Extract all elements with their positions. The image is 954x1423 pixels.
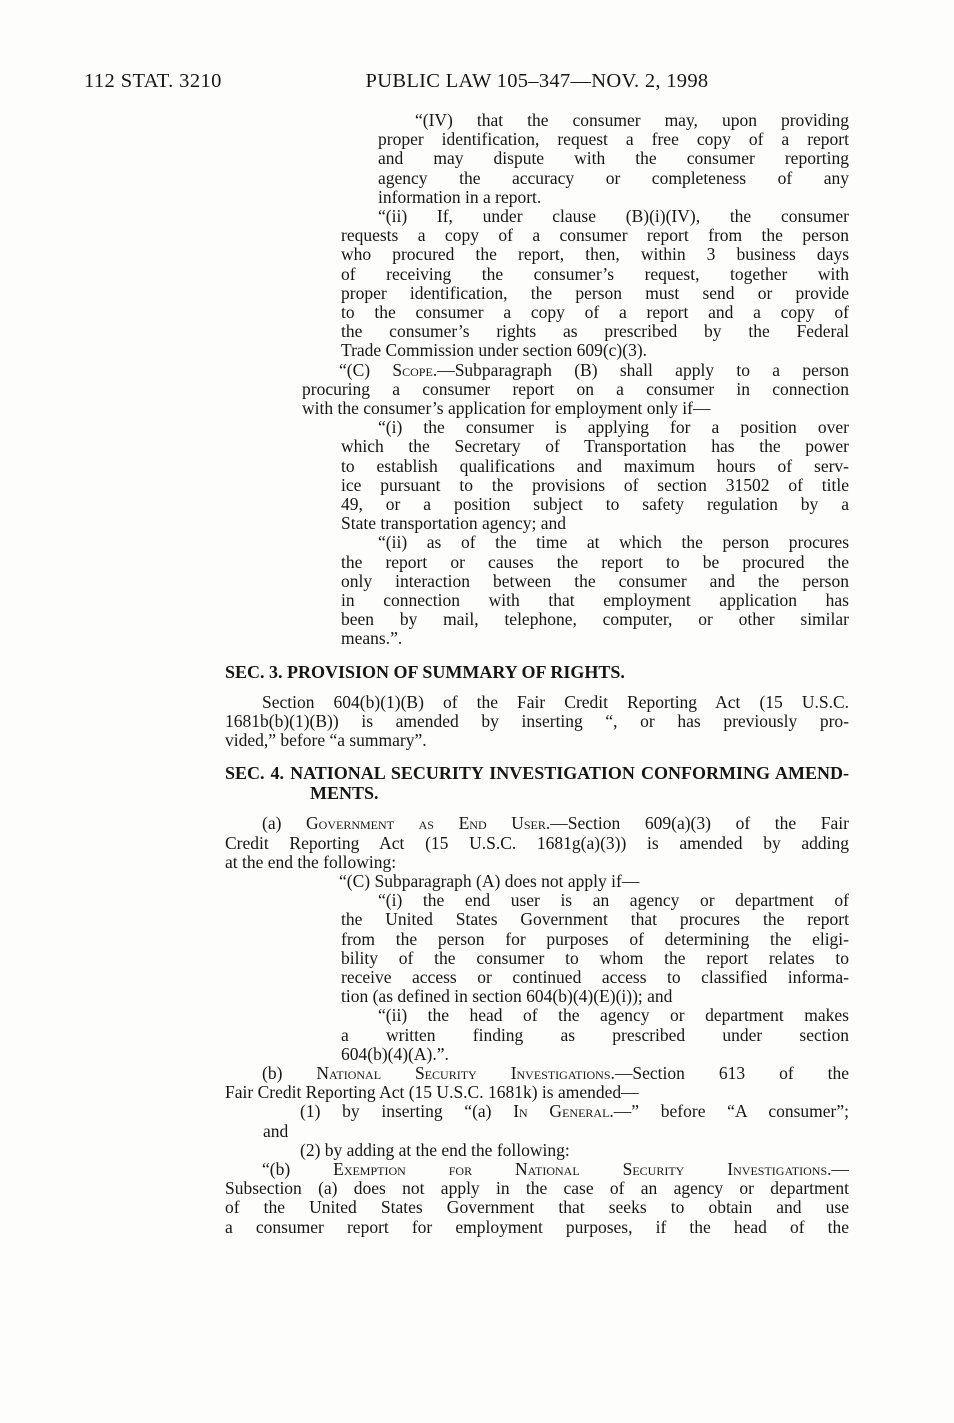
clause-ii-2-paragraph bbox=[341, 533, 849, 648]
text-line: at the end the following: bbox=[225, 851, 397, 872]
small-caps-text: In General. bbox=[513, 1101, 614, 1122]
text-line: of receiving the consumer’s request, together with bbox=[341, 263, 849, 284]
text-line: requests a copy of a consumer report from the person bbox=[341, 225, 849, 246]
small-caps-text: Government as End User. bbox=[306, 813, 551, 834]
text-line: and may dispute with the consumer reporting bbox=[378, 148, 849, 169]
section-3-heading bbox=[225, 662, 849, 682]
clause-ii-3-paragraph bbox=[341, 1006, 849, 1064]
clause-i-paragraph bbox=[341, 418, 849, 533]
text-line: proper identification, the person must send or provide bbox=[341, 282, 849, 303]
document-body bbox=[225, 111, 849, 1237]
subsection-b-paragraph bbox=[225, 1064, 849, 1102]
text-line: bility of the consumer to whom the report relates to bbox=[341, 947, 849, 968]
text-line: “(C) Subparagraph (A) does not apply if— bbox=[339, 870, 640, 891]
section-4-heading bbox=[225, 763, 849, 803]
text-line: “(i) the end user is an agency or department of bbox=[378, 890, 849, 911]
text-line: ice pursuant to the provisions of section 31502 of title bbox=[341, 474, 849, 495]
text-line: “(i) the consumer is applying for a position over bbox=[378, 417, 849, 438]
running-head-law-title: PUBLIC LAW 105–347—NOV. 2, 1998 bbox=[365, 70, 709, 92]
text-line: 49, or a position subject to safety regulation by a bbox=[341, 494, 849, 515]
text-line: SEC. 4. NATIONAL SECURITY INVESTIGATION CONFORMING AMEND- bbox=[225, 763, 849, 784]
text-line: only interaction between the consumer and the person bbox=[341, 570, 849, 591]
text-line: procuring a consumer report on a consumer in connection bbox=[302, 378, 849, 399]
text-line: means.”. bbox=[341, 628, 403, 649]
text-line: “(IV) that the consumer may, upon providing bbox=[415, 110, 849, 130]
text-line: the consumer’s rights as prescribed by the Federal bbox=[341, 321, 849, 342]
text-line: and bbox=[263, 1120, 289, 1141]
text-line: agency the accuracy or completeness of any bbox=[378, 167, 849, 188]
small-caps-text: Scope. bbox=[392, 359, 438, 380]
text-line: Credit Reporting Act (15 U.S.C. 1681g(a)(3)) is amended by adding bbox=[225, 832, 849, 853]
page-number: 112 STAT. 3210 bbox=[84, 70, 222, 92]
text-line: Fair Credit Reporting Act (15 U.S.C. 1681k) is amended— bbox=[225, 1082, 639, 1103]
clause-i-2-paragraph bbox=[341, 891, 849, 1006]
text-line: Section 604(b)(1)(B) of the Fair Credit Reporting Act (15 U.S.C. bbox=[262, 691, 849, 712]
text-line: MENTS. bbox=[310, 783, 379, 804]
text-line: which the Secretary of Transportation has the power bbox=[341, 436, 849, 457]
text-line: tion (as defined in section 604(b)(4)(E)(i)); and bbox=[341, 986, 673, 1007]
small-caps-text: Exemption for National Security Investigations. bbox=[333, 1158, 832, 1179]
text-line: (b) National Security Investigations.—Section 613 of the bbox=[262, 1062, 850, 1083]
text-line: (1) by inserting “(a) In General.—” before “A consumer”; bbox=[300, 1101, 849, 1122]
amendment-1-paragraph bbox=[263, 1102, 849, 1140]
text-line: “(C) Scope.—Subparagraph (B) shall apply to a person bbox=[339, 359, 849, 380]
text-line: the United States Government that procures the report bbox=[341, 909, 849, 930]
text-line: (a) Government as End User.—Section 609(a)(3) of the Fair bbox=[262, 813, 849, 834]
text-line: “(b) Exemption for National Security Investigations.— bbox=[262, 1158, 849, 1179]
text-line: from the person for purposes of determining the eligi- bbox=[341, 928, 849, 949]
text-line: to the consumer a copy of a report and a copy of bbox=[341, 302, 849, 323]
text-line: the report or causes the report to be procured the bbox=[341, 551, 849, 572]
text-line: Trade Commission under section 609(c)(3). bbox=[341, 340, 648, 361]
text-line: “(ii) If, under clause (B)(i)(IV), the consumer bbox=[378, 206, 849, 227]
text-line: who procured the report, then, within 3 business days bbox=[341, 244, 849, 265]
small-caps-text: National Security Investigations. bbox=[316, 1062, 615, 1083]
subparagraph-C-scope bbox=[302, 361, 849, 419]
subsection-b-exemption-paragraph bbox=[225, 1160, 849, 1237]
text-line: receive access or continued access to classified informa- bbox=[341, 966, 849, 987]
clause-ii-paragraph bbox=[341, 207, 849, 361]
text-line: to establish qualifications and maximum hours of serv- bbox=[341, 455, 849, 476]
text-line: “(ii) the head of the agency or department makes bbox=[378, 1005, 849, 1026]
text-line: in connection with that employment application has bbox=[341, 590, 849, 611]
text-line: State transportation agency; and bbox=[341, 513, 566, 534]
subsection-a-paragraph bbox=[225, 814, 849, 872]
subparagraph-C-2 bbox=[302, 872, 849, 891]
text-line: of the United States Government that seeks to obtain and use bbox=[225, 1197, 849, 1218]
text-line: 1681b(b)(1)(B)) is amended by inserting “, or has previously pro- bbox=[225, 710, 849, 731]
text-line: a consumer report for employment purposes, if the head of the bbox=[225, 1216, 849, 1237]
clause-IV-paragraph bbox=[378, 111, 849, 207]
text-line: a written finding as prescribed under section bbox=[341, 1024, 849, 1045]
text-line: Subsection (a) does not apply in the case of an agency or department bbox=[225, 1178, 849, 1199]
text-line: vided,” before “a summary”. bbox=[225, 730, 427, 751]
section-3-paragraph bbox=[225, 693, 849, 751]
amendment-2-paragraph bbox=[263, 1141, 849, 1160]
text-line: (2) by adding at the end the following: bbox=[300, 1139, 570, 1160]
text-line: “(ii) as of the time at which the person procures bbox=[378, 532, 849, 553]
text-line: 604(b)(4)(A).”. bbox=[341, 1043, 449, 1064]
text-line: information in a report. bbox=[378, 186, 542, 207]
text-line: been by mail, telephone, computer, or other similar bbox=[341, 609, 849, 630]
text-line: proper identification, request a free copy of a report bbox=[378, 129, 849, 150]
text-line: with the consumer’s application for employment only if— bbox=[302, 398, 711, 419]
text-line: SEC. 3. PROVISION OF SUMMARY OF RIGHTS. bbox=[225, 661, 625, 682]
